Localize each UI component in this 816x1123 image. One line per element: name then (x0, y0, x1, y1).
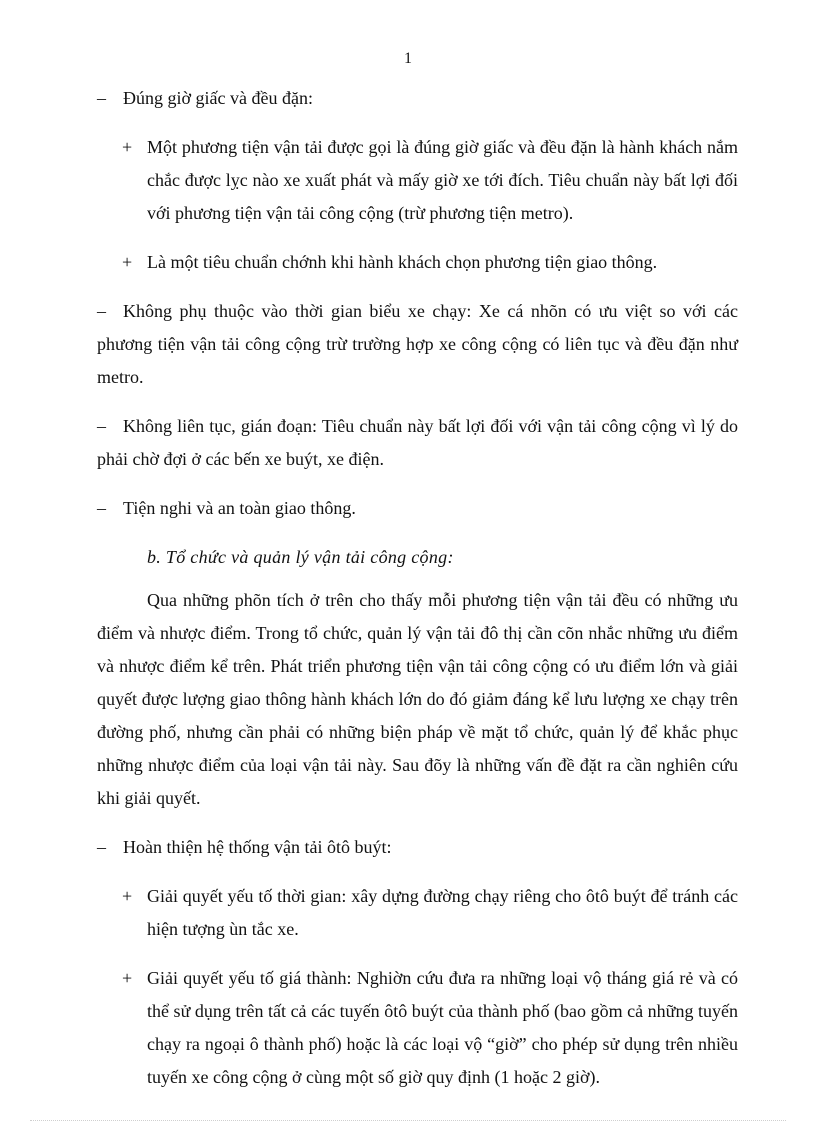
sub-list-item (97, 131, 738, 230)
sub-list-item (97, 962, 738, 1094)
sub-list-item-text: Một phương tiện vận tải được gọi là đúng giờ giấc và đều đặn là hành khách nắm chắc được lỵc nào xe xuất phát và mấy giờ xe tới đích. Tiêu chuẩn này bất lợi đối với phương tiện vận tải công cộng (trừ phương tiện metro). (147, 137, 738, 223)
page-number: 1 (404, 50, 412, 67)
list-item (97, 82, 738, 115)
sub-list-item-text: Giải quyết yếu tố thời gian: xây dựng đường chạy riêng cho ôtô buýt để tránh các hiện tượng ùn tắc xe. (147, 886, 738, 939)
page-bottom-divider (30, 1120, 786, 1121)
list-item-text: Đúng giờ giấc và đều đặn: (123, 88, 313, 108)
list-item-text: Không liên tục, gián đoạn: Tiêu chuẩn này bất lợi đối với vận tải công cộng vì lý do phải chờ đợi ở các bến xe buýt, xe điện. (97, 416, 738, 469)
dash-bullet: – (97, 416, 106, 436)
list-item-text: Không phụ thuộc vào thời gian biểu xe chạy: Xe cá nhõn có ưu việt so với các phương tiện vận tải công cộng trừ trường hợp xe công cộng có liên tục và đều đặn như metro. (97, 301, 738, 387)
sub-list-item-text: Là một tiêu chuẩn chớnh khi hành khách chọn phương tiện giao thông. (147, 252, 658, 272)
list-item-text: Tiện nghi và an toàn giao thông. (123, 498, 356, 518)
dash-bullet: – (97, 88, 106, 108)
dash-bullet: – (97, 498, 106, 518)
plus-bullet: + (122, 252, 133, 272)
list-item (97, 831, 738, 864)
sub-list-item (97, 880, 738, 946)
dash-bullet: – (97, 837, 106, 857)
body-paragraph: Qua những phõn tích ở trên cho thấy mỗi phương tiện vận tải đều có những ưu điểm và nhược điểm. Trong tổ chức, quản lý vận tải đô thị cần cõn nhắc những ưu điểm và nhược điểm kể trên. Phát triển phương tiện vận tải công cộng có ưu điểm lớn và giải quyết được lượng giao thông hành khách lớn do đó giảm đáng kể lưu lượng xe chạy trên đường phố, nhưng cần phải có những biện pháp về mặt tổ chức, quản lý để khắc phục những nhược điểm của loại vận tải này. Sau đõy là những vấn đề đặt ra cần nghiên cứu khi giải quyết. (97, 590, 738, 808)
plus-bullet: + (122, 968, 133, 988)
sub-list-item-text: Giải quyết yếu tố giá thành: Nghiờn cứu đưa ra những loại vộ tháng giá rẻ và có thể sử dụng trên tất cả các tuyến ôtô buýt của thành phố (bao gồm cả những tuyến chạy ra ngoại ô thành phố) hoặc là các loại vộ “giờ” cho phép sử dụng trên nhiều tuyến xe công cộng ở cùng một số giờ quy định (1 hoặc 2 giờ). (147, 968, 738, 1087)
plus-bullet: + (122, 137, 133, 157)
list-item (97, 492, 738, 525)
plus-bullet: + (122, 886, 133, 906)
list-item (97, 410, 738, 476)
document-body (97, 82, 738, 1110)
dash-bullet: – (97, 301, 106, 321)
list-item-text: Hoàn thiện hệ thống vận tải ôtô buýt: (123, 837, 392, 857)
section-subheading: b. Tổ chức và quản lý vận tải công cộng: (147, 547, 454, 567)
list-item (97, 295, 738, 394)
sub-list-item (97, 246, 738, 279)
